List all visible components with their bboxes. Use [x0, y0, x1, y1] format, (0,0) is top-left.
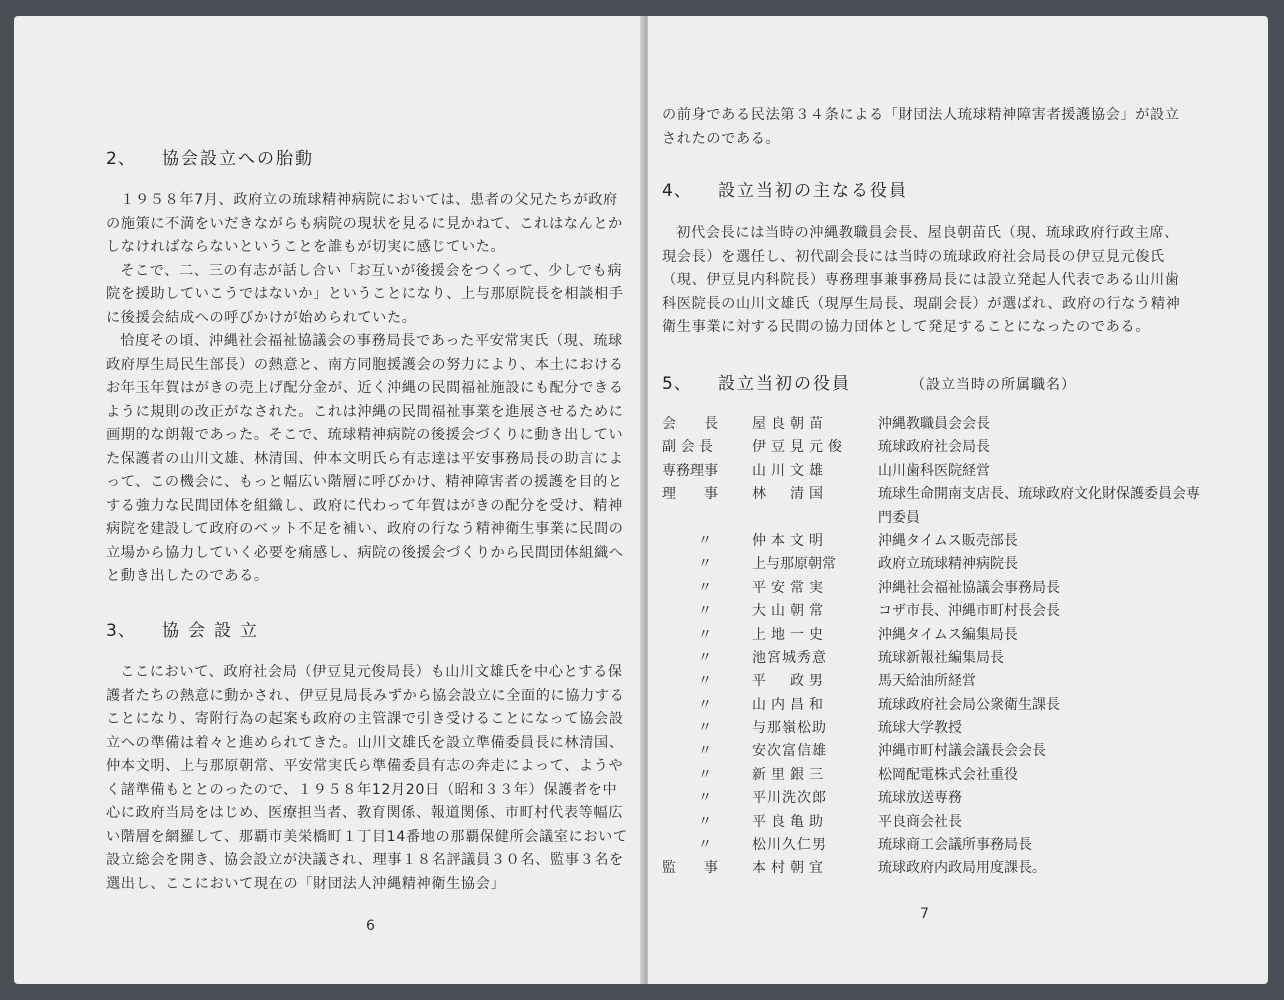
officer-row	[662, 694, 1242, 717]
officer-role: 〃	[698, 556, 712, 573]
officer-role: 理 事	[662, 486, 718, 503]
officer-affiliation: 琉球大学教授	[878, 720, 962, 737]
section-4-paragraph: 初代会長には当時の沖縄教職員会長、屋良朝苗氏（現、琉球政府行政主席、現会長）を選任し、初代副会長には当時の琉球政府社会局長の伊豆見元俊氏（現、伊豆見内科院長）専務理事兼事務局長には設立発起人代表である山川歯科医院長の山川文雄氏（現厚生局長、現副会長）が選ばれ、政府の行なう精神衛生事業に対する民間の協力団体として発足することになったのである。	[662, 225, 1181, 335]
officer-name: 新里銀三	[752, 766, 828, 783]
section-3-heading	[106, 616, 266, 641]
officer-row	[662, 553, 1242, 576]
continuation-paragraph: の前身である民法第３４条による「財団法人琉球精神障害者援護協会」が設立されたのである。	[662, 107, 1180, 147]
officer-affiliation: 松岡配電株式会社重役	[878, 766, 1018, 783]
section-2-paragraph: そこで、二、三の有志が話し合い「お互いが後援会をつくって、少しでも病院を援助していこうではないか」ということになり、上与那原院長を相談相手に後援会結成への呼びかけが始められていた。	[106, 262, 624, 326]
officer-name: 大山朝常	[752, 603, 828, 620]
officer-affiliation: 琉球新報社編集局長	[878, 649, 1004, 666]
officer-affiliation: 政府立琉球精神病院長	[878, 556, 1018, 573]
officer-affiliation: 琉球生命開南支店長、琉球政府文化財保護委員会専門委員	[878, 486, 1200, 526]
officer-name: 平川洗次郎	[752, 790, 827, 807]
officer-row	[662, 764, 1242, 787]
officer-role: 監 事	[662, 860, 718, 877]
officer-name: 仲本文明	[752, 532, 828, 549]
officer-roster	[662, 413, 1242, 881]
section-2-title: 協会設立への胎動	[162, 149, 314, 169]
continuation-text	[662, 104, 1192, 151]
right-page	[648, 16, 1268, 984]
section-2-paragraph: １９５８年7月、政府立の琉球精神病院においては、患者の父兄たちが政府の施策に不満をいだきながらも病院の現状を見るに見かねて、これはなんとかしなければならないということを誰もが切実に感じていた。	[106, 192, 623, 255]
officer-role: 〃	[698, 649, 712, 666]
officer-row	[662, 413, 1242, 436]
section-5-title: 設立当初の役員	[718, 374, 851, 394]
officer-role: 副 会 長	[662, 439, 713, 456]
officer-role: 〃	[698, 837, 712, 854]
page-number: 6	[366, 918, 375, 934]
officer-row	[662, 787, 1242, 810]
officer-role: 〃	[698, 603, 712, 620]
section-5-number: 5、	[662, 374, 692, 394]
officer-affiliation: 沖縄社会福祉協議会事務局長	[878, 579, 1060, 596]
section-3-paragraph: ここにおいて、政府社会局（伊豆見元俊局長）も山川文雄氏を中心とする保護者たちの熱意に動かされ、伊豆見局長みずから協会設立に全面的に協力することになり、寄附行為の起案も政府の主管課で引き受けることになって協会設立への準備は着々と進められてきた。山川文雄氏を設立準備委員長に林清国、仲本文明、上与那原朝常、平安常実氏ら準備委員有志の奔走によって、ようやく諸準備もととのったので、１９５８年12月20日（昭和３３年）保護者を中心に政府当局をはじめ、医療担当者、教育関係、報道関係、市町村代表等幅広い階層を網羅して、那覇市美栄橋町１丁目14番地の那覇保健所会議室において設立総会を開き、協会設立が決議され、理事１８名評議員３０名、監事３名を選出し、ここにおいて現在の「財団法人沖縄精神衛生協会」	[106, 664, 628, 892]
officer-name: 池宮城秀意	[752, 649, 827, 666]
officer-affiliation: 山川歯科医院経営	[878, 462, 990, 479]
officer-affiliation: 平良商会社長	[878, 813, 962, 830]
section-3-body	[106, 661, 632, 896]
officer-name: 平良亀助	[752, 813, 828, 830]
officer-affiliation: 琉球政府内政局用度課長。	[878, 860, 1046, 877]
officer-row	[662, 670, 1242, 693]
officer-row	[662, 600, 1242, 623]
officer-row	[662, 834, 1242, 857]
officer-name: 与那嶺松助	[752, 720, 827, 737]
officer-affiliation: 沖縄タイムス販売部長	[878, 532, 1018, 549]
section-4-heading	[662, 176, 908, 201]
officer-affiliation: 沖縄タイムス編集局長	[878, 626, 1018, 643]
officer-affiliation: 琉球政府社会局公衆衛生課長	[878, 696, 1060, 713]
officer-name: 屋良朝苗	[752, 416, 828, 432]
officer-name: 伊豆見元俊	[752, 439, 847, 456]
officer-name: 松川久仁男	[752, 837, 827, 854]
section-2-heading	[106, 144, 314, 169]
officer-name: 上与那原朝常	[752, 556, 836, 573]
officer-row	[662, 624, 1242, 647]
officer-affiliation: 琉球商工会議所事務局長	[878, 837, 1032, 854]
page-number: 7	[920, 906, 929, 922]
section-2-paragraph: 恰度その頃、沖縄社会福祉協議会の事務局長であった平安常実氏（現、琉球政府厚生局民生部長）の熱意と、南方同胞援護会の努力により、本土におけるお年玉年賀はがきの売上げ配分金が、近く沖縄の民間福祉施設にも配分できるように規則の改正がなされた。これは沖縄の民間福祉事業を進展させるために画期的な朗報であった。そこで、琉球精神病院の後援会づくりに動き出していた保護者の山川文雄、林清国、仲本文明氏ら有志達は平安事務局長の助言によって、この機会に、もっと幅広い階層に呼びかけ、精神障害者の援護を目的とする強力な民間団体を組織し、政府に代わって年賀はがきの配分を受け、精神病院を建設して政府のベット不足を補い、政府の行なう精神衛生事業に民間の立場から協力していく必要を痛感し、病院の後援会づくりから民間団体組織へと動き出したのである。	[106, 333, 624, 584]
section-3-title: 協会設立	[162, 621, 266, 641]
section-5-note: （設立当時の所属職名）	[911, 377, 1076, 393]
officer-name: 平 政男	[752, 673, 828, 690]
officer-row	[662, 460, 1242, 483]
officer-name: 林 清国	[752, 486, 828, 503]
officer-role: 〃	[698, 579, 712, 596]
officer-role: 〃	[698, 626, 712, 643]
officer-role: 〃	[698, 813, 712, 830]
officer-affiliation: コザ市長、沖縄市町村長会長	[878, 603, 1060, 620]
section-4-title: 設立当初の主なる役員	[718, 181, 908, 201]
officer-affiliation: 沖縄市町村議会議長会会長	[878, 743, 1046, 760]
officer-affiliation: 馬天給油所経営	[878, 673, 976, 690]
officer-row	[662, 647, 1242, 670]
left-page	[14, 16, 642, 984]
officer-role: 〃	[698, 532, 712, 549]
officer-name: 山川文雄	[752, 462, 828, 479]
officer-row	[662, 811, 1242, 834]
officer-role: 会 長	[662, 416, 718, 432]
officer-name: 本村朝宜	[752, 860, 828, 877]
officer-role: 〃	[698, 673, 712, 690]
officer-affiliation: 沖縄教職員会会長	[878, 416, 990, 432]
officer-row	[662, 436, 1242, 459]
officer-row	[662, 483, 1242, 530]
officer-role: 〃	[698, 790, 712, 807]
officer-role: 〃	[698, 696, 712, 713]
officer-name: 上地一史	[752, 626, 828, 643]
officer-name: 平安常実	[752, 579, 828, 596]
officer-row	[662, 740, 1242, 763]
section-3-number: 3、	[106, 621, 136, 641]
officer-affiliation: 琉球政府社会局長	[878, 439, 990, 456]
officer-row	[662, 530, 1242, 553]
section-4-number: 4、	[662, 181, 692, 201]
section-2-number: 2、	[106, 149, 136, 169]
section-4-body	[662, 222, 1192, 340]
officer-role: 〃	[698, 743, 712, 760]
officer-name: 山内昌和	[752, 696, 828, 713]
officer-role: 〃	[698, 766, 712, 783]
officer-row	[662, 577, 1242, 600]
officer-row	[662, 717, 1242, 740]
section-2-body	[106, 189, 632, 589]
officer-name: 安次富信雄	[752, 743, 827, 760]
officer-role: 専務理事	[662, 462, 718, 479]
officer-row	[662, 857, 1242, 880]
officer-role: 〃	[698, 720, 712, 737]
officer-affiliation: 琉球放送専務	[878, 790, 962, 807]
section-5-heading	[662, 369, 1076, 394]
